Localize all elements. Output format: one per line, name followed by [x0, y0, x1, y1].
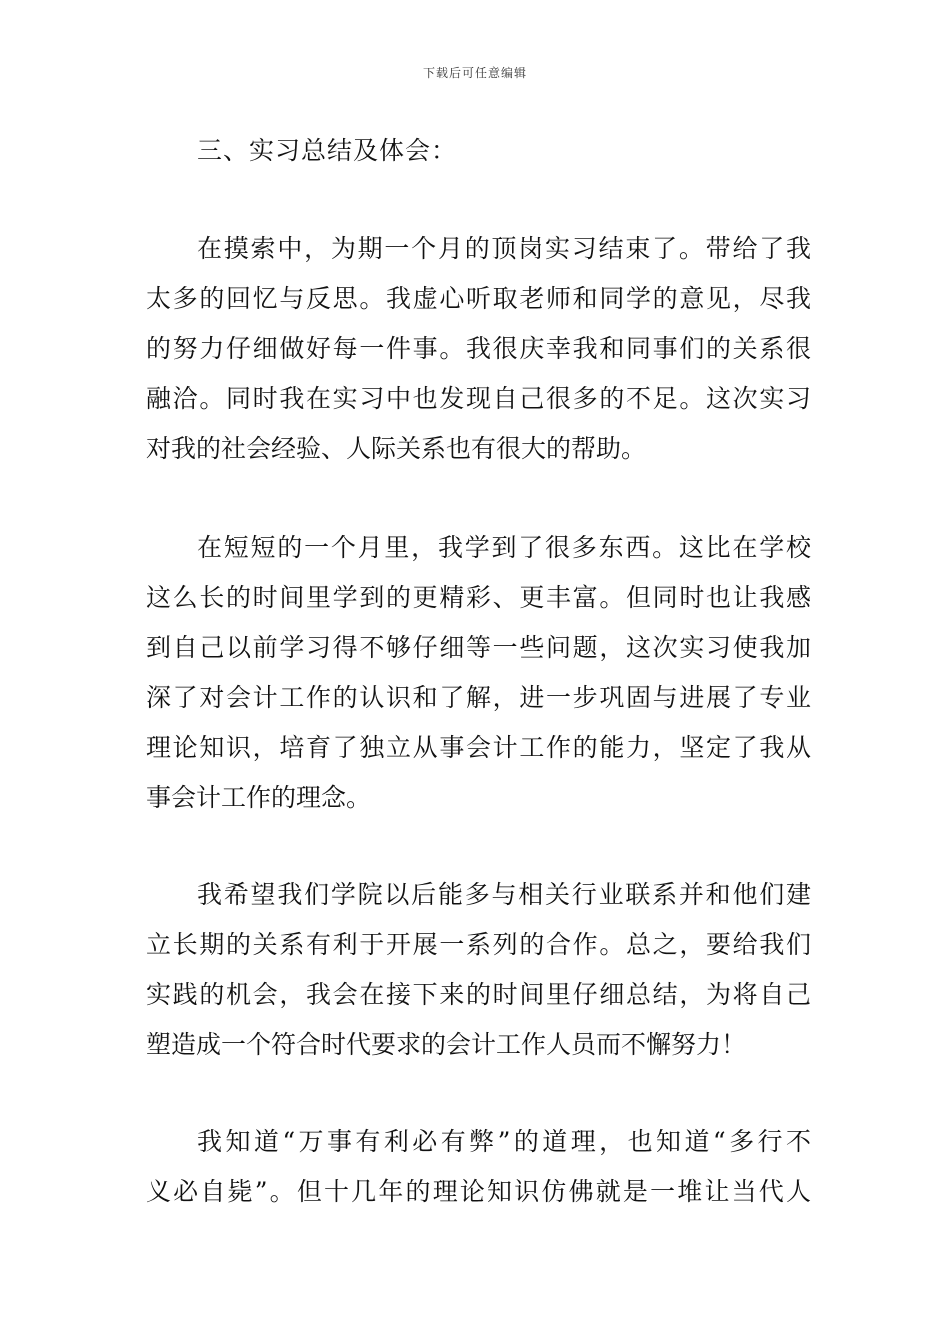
paragraph-line: 这么长的时间里学到的更精彩、更丰富。但同时也让我感: [146, 583, 811, 612]
paragraph-line: 理论知识，培育了独立从事会计工作的能力，坚定了我从: [146, 733, 811, 762]
paragraph-line: 我知道“万事有利必有弊”的道理，也知道“多行不: [197, 1127, 811, 1156]
paragraph-line: 到自己以前学习得不够仔细等一些问题，这次实习使我加: [146, 633, 811, 662]
paragraph-line: 在摸索中，为期一个月的顶岗实习结束了。带给了我: [197, 234, 811, 263]
paragraph-4: [146, 1117, 811, 1217]
paragraph-2: [146, 523, 811, 823]
paragraph-line: 融洽。同时我在实习中也发现自己很多的不足。这次实习: [146, 384, 811, 413]
paragraph-1: [146, 224, 811, 474]
paragraph-line: 在短短的一个月里，我学到了很多东西。这比在学校: [197, 533, 811, 562]
paragraph-line: 立长期的关系有利于开展一系列的合作。总之，要给我们: [146, 930, 811, 959]
paragraph-line: 太多的回忆与反思。我虚心听取老师和同学的意见，尽我: [146, 284, 811, 313]
paragraph-line: 义必自毙”。但十几年的理论知识仿佛就是一堆让当代人: [146, 1177, 811, 1206]
paragraph-3: [146, 870, 811, 1070]
paragraph-line: 事会计工作的理念。: [146, 783, 372, 812]
section-heading: 三、实习总结及体会：: [197, 136, 458, 165]
header-note: 下载后可任意编辑: [422, 66, 527, 80]
paragraph-line: 实践的机会，我会在接下来的时间里仔细总结，为将自己: [146, 980, 811, 1009]
paragraph-line: 对我的社会经验、人际关系也有很大的帮助。: [146, 434, 647, 463]
paragraph-line: 的努力仔细做好每一件事。我很庆幸我和同事们的关系很: [146, 334, 811, 363]
paragraph-line: 塑造成一个符合时代要求的会计工作人员而不懈努力！: [146, 1030, 747, 1059]
paragraph-line: 深了对会计工作的认识和了解，进一步巩固与进展了专业: [146, 683, 811, 712]
paragraph-line: 我希望我们学院以后能多与相关行业联系并和他们建: [197, 880, 811, 909]
